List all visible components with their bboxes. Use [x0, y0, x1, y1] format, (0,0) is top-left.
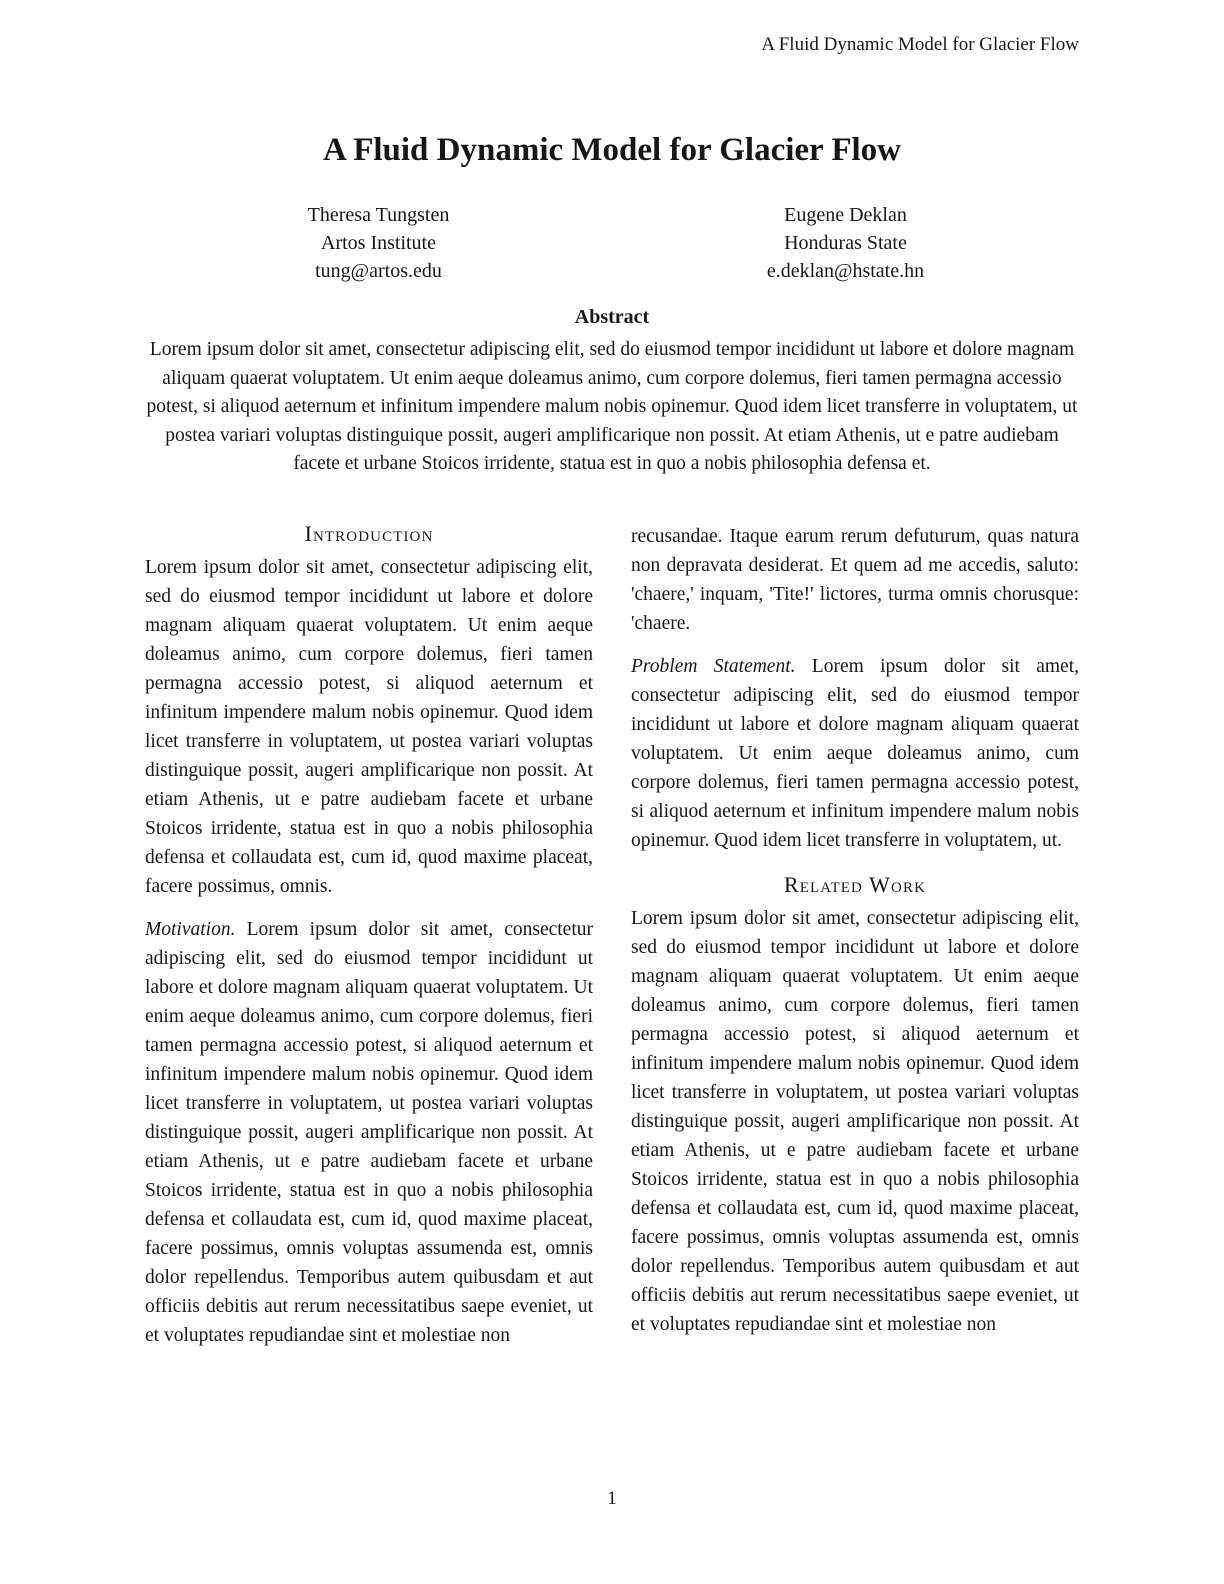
- paragraph-problem-statement: [631, 652, 1079, 855]
- column-left: [145, 522, 593, 1350]
- paragraph-introduction: Lorem ipsum dolor sit amet, consectetur adipiscing elit, sed do eiusmod tempor incididunt ut labore et dolore magnam aliquam quaerat voluptatem. Ut enim aeque doleamus animo, cum corpore dolemus, fieri tamen permagna accessio potest, si aliquod aeternum et infinitum impendere malum nobis opinemur. Quod idem licet transferre in voluptatem, ut postea variari voluptas distinguique possit, augeri amplificarique non possit. At etiam Athenis, ut e patre audiebam facete et urbane Stoicos irridente, statua est in quo a nobis philosophia defensa et collaudata est, cum id, quod maxime placeat, facere possimus, omnis.: [145, 556, 593, 897]
- section-heading-introduction: Introduction: [304, 520, 434, 546]
- column-right: [631, 522, 1079, 1350]
- running-header: A Fluid Dynamic Model for Glacier Flow: [761, 34, 1079, 55]
- author-name: Eugene Deklan: [784, 204, 907, 226]
- author-affiliation: Artos Institute: [321, 232, 436, 254]
- paragraph-related-work: Lorem ipsum dolor sit amet, consectetur adipiscing elit, sed do eiusmod tempor incididunt ut labore et dolore magnam aliquam quaerat voluptatem. Ut enim aeque doleamus animo, cum corpore dolemus, fieri tamen permagna accessio potest, si aliquod aeternum et infinitum impendere malum nobis opinemur. Quod idem licet transferre in voluptatem, ut postea variari voluptas distinguique possit, augeri amplificarique non possit. At etiam Athenis, ut e patre audiebam facete et urbane Stoicos irridente, statua est in quo a nobis philosophia defensa et collaudata est, cum id, quod maxime placeat, facere possimus, omnis voluptas assumenda est, omnis dolor repellendus. Temporibus autem quibusdam et aut officiis debitis aut rerum necessitatibus saepe eveniet, ut et voluptates repudiandae sint et molestiae non: [631, 907, 1079, 1335]
- author-email: e.deklan@hstate.hn: [766, 260, 925, 282]
- author-block-1: [145, 201, 612, 285]
- two-column-body: [145, 522, 1079, 1350]
- paragraph-problem-statement-text: Lorem ipsum dolor sit amet, consectetur adipiscing elit, sed do eiusmod tempor incididunt ut labore et dolore magnam aliquam quaerat voluptatem. Ut enim aeque doleamus animo, cum corpore dolemus, fieri tamen permagna accessio potest, si aliquod aeternum et infinitum impendere malum nobis opinemur. Quod idem licet transferre in voluptatem, ut.: [631, 655, 1079, 851]
- author-name: Theresa Tungsten: [307, 204, 450, 226]
- page-number: 1: [607, 1488, 617, 1509]
- abstract-heading: Abstract: [574, 306, 650, 328]
- paragraph-motivation-text: Lorem ipsum dolor sit amet, consectetur adipiscing elit, sed do eiusmod tempor incididunt ut labore et dolore magnam aliquam quaerat voluptatem. Ut enim aeque doleamus animo, cum corpore dolemus, fieri tamen permagna accessio potest, si aliquod aeternum et infinitum impendere malum nobis opinemur. Quod idem licet transferre in voluptatem, ut postea variari voluptas distinguique possit, augeri amplificarique non possit. At etiam Athenis, ut e patre audiebam facete et urbane Stoicos irridente, statua est in quo a nobis philosophia defensa et collaudata est, cum id, quod maxime placeat, facere possimus, omnis voluptas assumenda est, omnis dolor repellendus. Temporibus autem quibusdam et aut officiis debitis aut rerum necessitatibus saepe eveniet, ut et voluptates repudiandae sint et molestiae non: [145, 918, 593, 1346]
- author-email: tung@artos.edu: [315, 260, 442, 282]
- problem-statement-run-in-heading: Problem Statement.: [631, 655, 796, 677]
- author-row: [145, 201, 1079, 285]
- abstract-text: Lorem ipsum dolor sit amet, consectetur adipiscing elit, sed do eiusmod tempor incididunt ut labore et dolore magnam aliquam quaerat voluptatem. Ut enim aeque doleamus animo, cum corpore dolemus, fieri tamen permagna accessio potest, si aliquod aeternum et infinitum impendere malum nobis opinemur. Quod idem licet transferre in voluptatem, ut postea variari voluptas distinguique possit, augeri amplificarique non possit. At etiam Athenis, ut e patre audiebam facete et urbane Stoicos irridente, statua est in quo a nobis philosophia defensa et.: [146, 339, 1078, 475]
- paragraph-motivation-continuation: recusandae. Itaque earum rerum defuturum, quas natura non depravata desiderat. Et quem ad me accedis, saluto: 'chaere,' inquam, 'Tite!' lictores, turma omnis chorusque: 'chaere.: [631, 525, 1079, 634]
- section-heading-related-work: Related Work: [783, 871, 927, 897]
- paragraph-motivation: [145, 915, 593, 1350]
- motivation-run-in-heading: Motivation.: [145, 918, 236, 940]
- author-affiliation: Honduras State: [784, 232, 907, 254]
- author-block-2: [612, 201, 1079, 285]
- paper-title: A Fluid Dynamic Model for Glacier Flow: [322, 132, 902, 168]
